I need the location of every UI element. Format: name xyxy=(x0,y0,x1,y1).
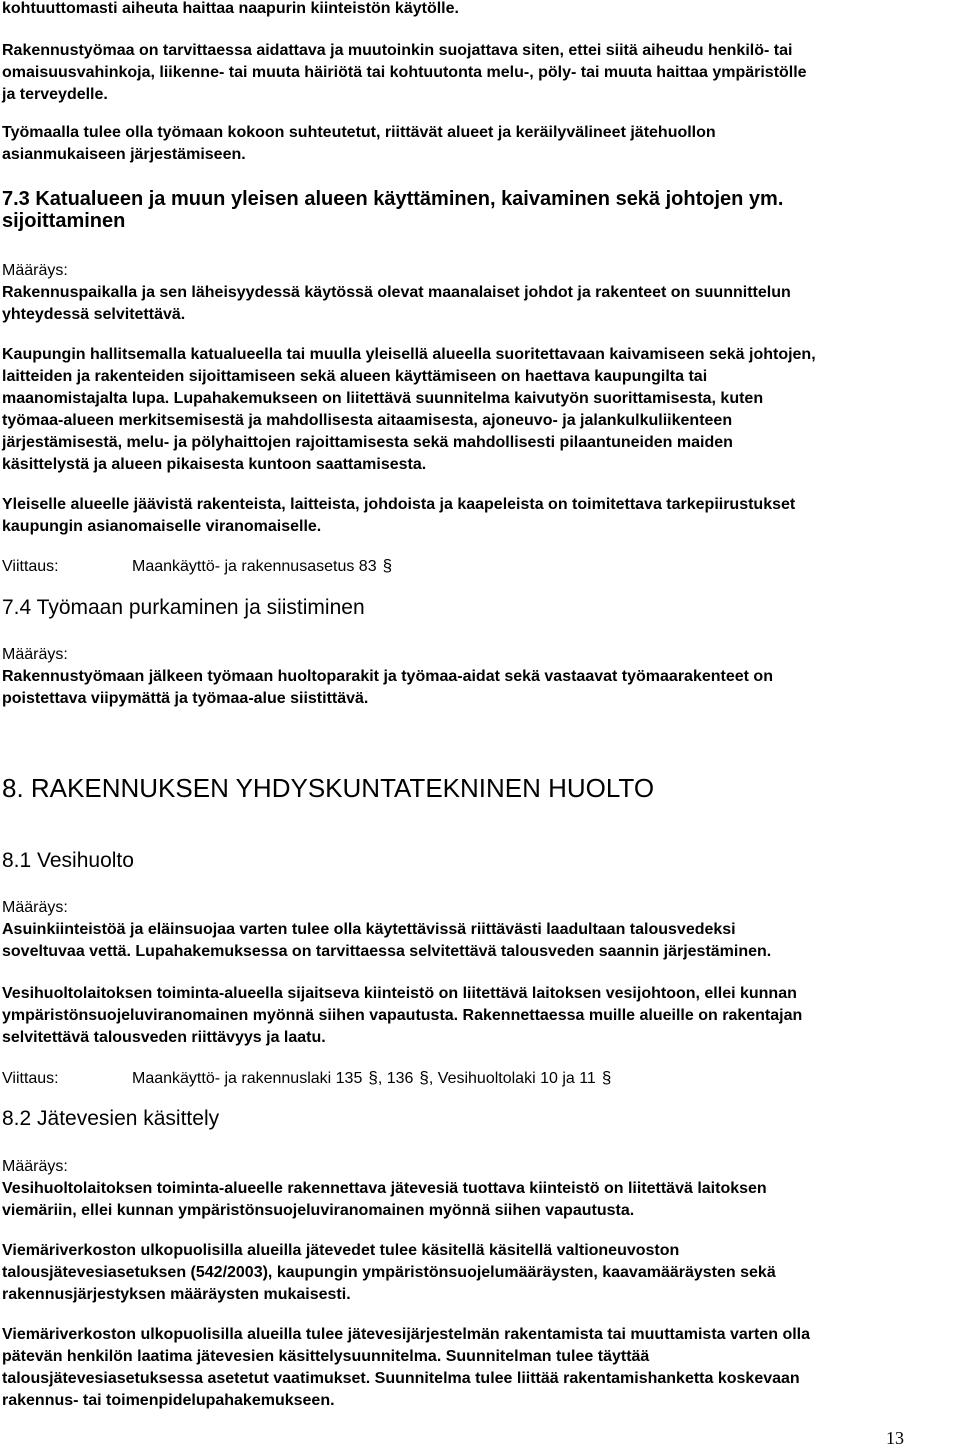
chapter-8-heading: 8. RAKENNUKSEN YHDYSKUNTATEKNINEN HUOLTO xyxy=(2,773,655,803)
section-sign: § xyxy=(601,1068,612,1087)
reference-text-part-3: , Vesihuoltolaki 10 ja 11 xyxy=(428,1070,596,1087)
section-7-3-paragraph-1: Rakennuspaikalla ja sen läheisyydessä käytössä olevat maanalaiset johdot ja rakenteet on suunnittelun yhteydessä selvitettävä. xyxy=(2,284,791,323)
paragraph-waste-management: Työmaalla tulee olla työmaan kokoon suhteutetut, riittävät alueet ja keräilyvälineet jätehuollon asianmukaiseen järjestämiseen. xyxy=(2,124,716,163)
reference-text-part-1: Maankäyttö- ja rakennuslaki 135 xyxy=(132,1070,363,1087)
section-sign: § xyxy=(382,556,393,575)
section-7-3-heading: 7.3 Katualueen ja muun yleisen alueen käyttäminen, kaivaminen sekä johtojen ym. sijoittaminen xyxy=(2,188,784,232)
regulation-label: Määräys: xyxy=(2,899,68,916)
page-number: 13 xyxy=(886,1428,904,1448)
paragraph-intro-tail: kohtuuttomasti aiheuta haittaa naapurin kiinteistön käytölle. xyxy=(2,0,459,17)
section-sign: § xyxy=(368,1068,378,1087)
reference-label: Viittaus: xyxy=(2,558,59,575)
section-8-2-paragraph-1: Vesihuoltolaitoksen toiminta-alueelle rakennettava jätevesiä tuottava kiinteistö on liitettävä laitoksen viemäriin, ellei kunnan ympäristönsuojeluviranomainen myönnä siihen vapautusta. xyxy=(2,1180,767,1219)
section-8-2-heading: 8.2 Jätevesien käsittely xyxy=(2,1107,220,1130)
section-7-4-paragraph-1: Rakennustyömaan jälkeen työmaan huoltoparakit ja työmaa-aidat sekä vastaavat työmaarakenteet on poistettava viipymättä ja työmaa-alue siistittävä. xyxy=(2,668,773,707)
regulation-label: Määräys: xyxy=(2,262,68,279)
regulation-label: Määräys: xyxy=(2,1158,68,1175)
section-8-1-reference xyxy=(2,1067,957,1090)
section-8-2-paragraph-3: Viemäriverkoston ulkopuolisilla alueilla tulee jätevesijärjestelmän rakentamista tai muuttamista varten olla pätevän henkilön laatima jätevesien käsittelysuunnitelma. Suunnitelman tulee täyttää talousjätevesiasetuksessa asetetut vaatimukset. Suunnitelma tulee liittää rakentamishanketta koskevaan rakennus- tai toimenpidelupahakemukseen. xyxy=(2,1326,811,1409)
section-8-2-paragraph-2: Viemäriverkoston ulkopuolisilla alueilla jätevedet tulee käsitellä käsitellä valtioneuvoston talousjätevesiasetuksen (542/2003), kaupungin ympäristönsuojelumääräysten, kaavamääräysten sekä rakennusjärjestyksen määräysten mukaisesti. xyxy=(2,1242,776,1303)
reference-text: Maankäyttö- ja rakennusasetus 83 xyxy=(132,558,377,575)
section-8-1-paragraph-2: Vesihuoltolaitoksen toiminta-alueella sijaitseva kiinteistö on liitettävä laitoksen vesijohtoon, ellei kunnan ympäristönsuojeluviranomainen myönnä siihen vapautusta. Rakennettaessa muille alueille on rakentajan selvitettävä talousveden riittävyys ja laatu. xyxy=(2,985,803,1046)
section-7-3-reference xyxy=(2,555,957,578)
section-8-1-paragraph-1: Asuinkiinteistöä ja eläinsuojaa varten tulee olla käytettävissä riittävästi laadultaan talousvedeksi soveltuvaa vettä. Lupahakemuksessa on tarvittaessa selvitettävä talousveden saannin järjestäminen. xyxy=(2,921,772,960)
reference-text-part-2: , 136 xyxy=(377,1070,414,1087)
regulation-label: Määräys: xyxy=(2,646,68,663)
section-7-4-heading: 7.4 Työmaan purkaminen ja siistiminen xyxy=(2,596,365,619)
section-7-3-paragraph-3: Yleiselle alueelle jäävistä rakenteista, laitteista, johdoista ja kaapeleista on toimitettava tarkepiirustukset kaupungin asianomaiselle viranomaiselle. xyxy=(2,496,796,535)
section-7-3-paragraph-2: Kaupungin hallitsemalla katualueella tai muulla yleisellä alueella suoritettavaan kaivamiseen sekä johtojen, laitteiden ja rakenteiden sijoittamiseen sekä alueen käyttämiseen on haettava kaupungilta tai maanomistajalta lupa. Lupahakemukseen on liitettävä suunnitelma kaivutyön suorittamisesta, kuten työmaa-alueen merkitsemisestä ja mahdollisesta aitaamisesta, ajoneuvo- ja jalankulkuliikenteen järjestämisestä, melu- ja pölyhaittojen rajoittamisesta sekä mahdollisesti pilaantuneiden maiden käsittelystä ja alueen pikaisesta kuntoon saattamisesta. xyxy=(2,346,816,473)
paragraph-site-protection: Rakennustyömaa on tarvittaessa aidattava ja muutoinkin suojattava siten, ettei siitä aiheudu henkilö- tai omaisuusvahinkoja, liikenne- tai muuta häiriötä tai kohtuutonta melu-, pöly- tai muuta haittaa ympäristölle ja terveydelle. xyxy=(2,42,807,103)
reference-label: Viittaus: xyxy=(2,1070,59,1087)
section-8-1-heading: 8.1 Vesihuolto xyxy=(2,849,134,872)
section-sign: § xyxy=(419,1068,429,1087)
